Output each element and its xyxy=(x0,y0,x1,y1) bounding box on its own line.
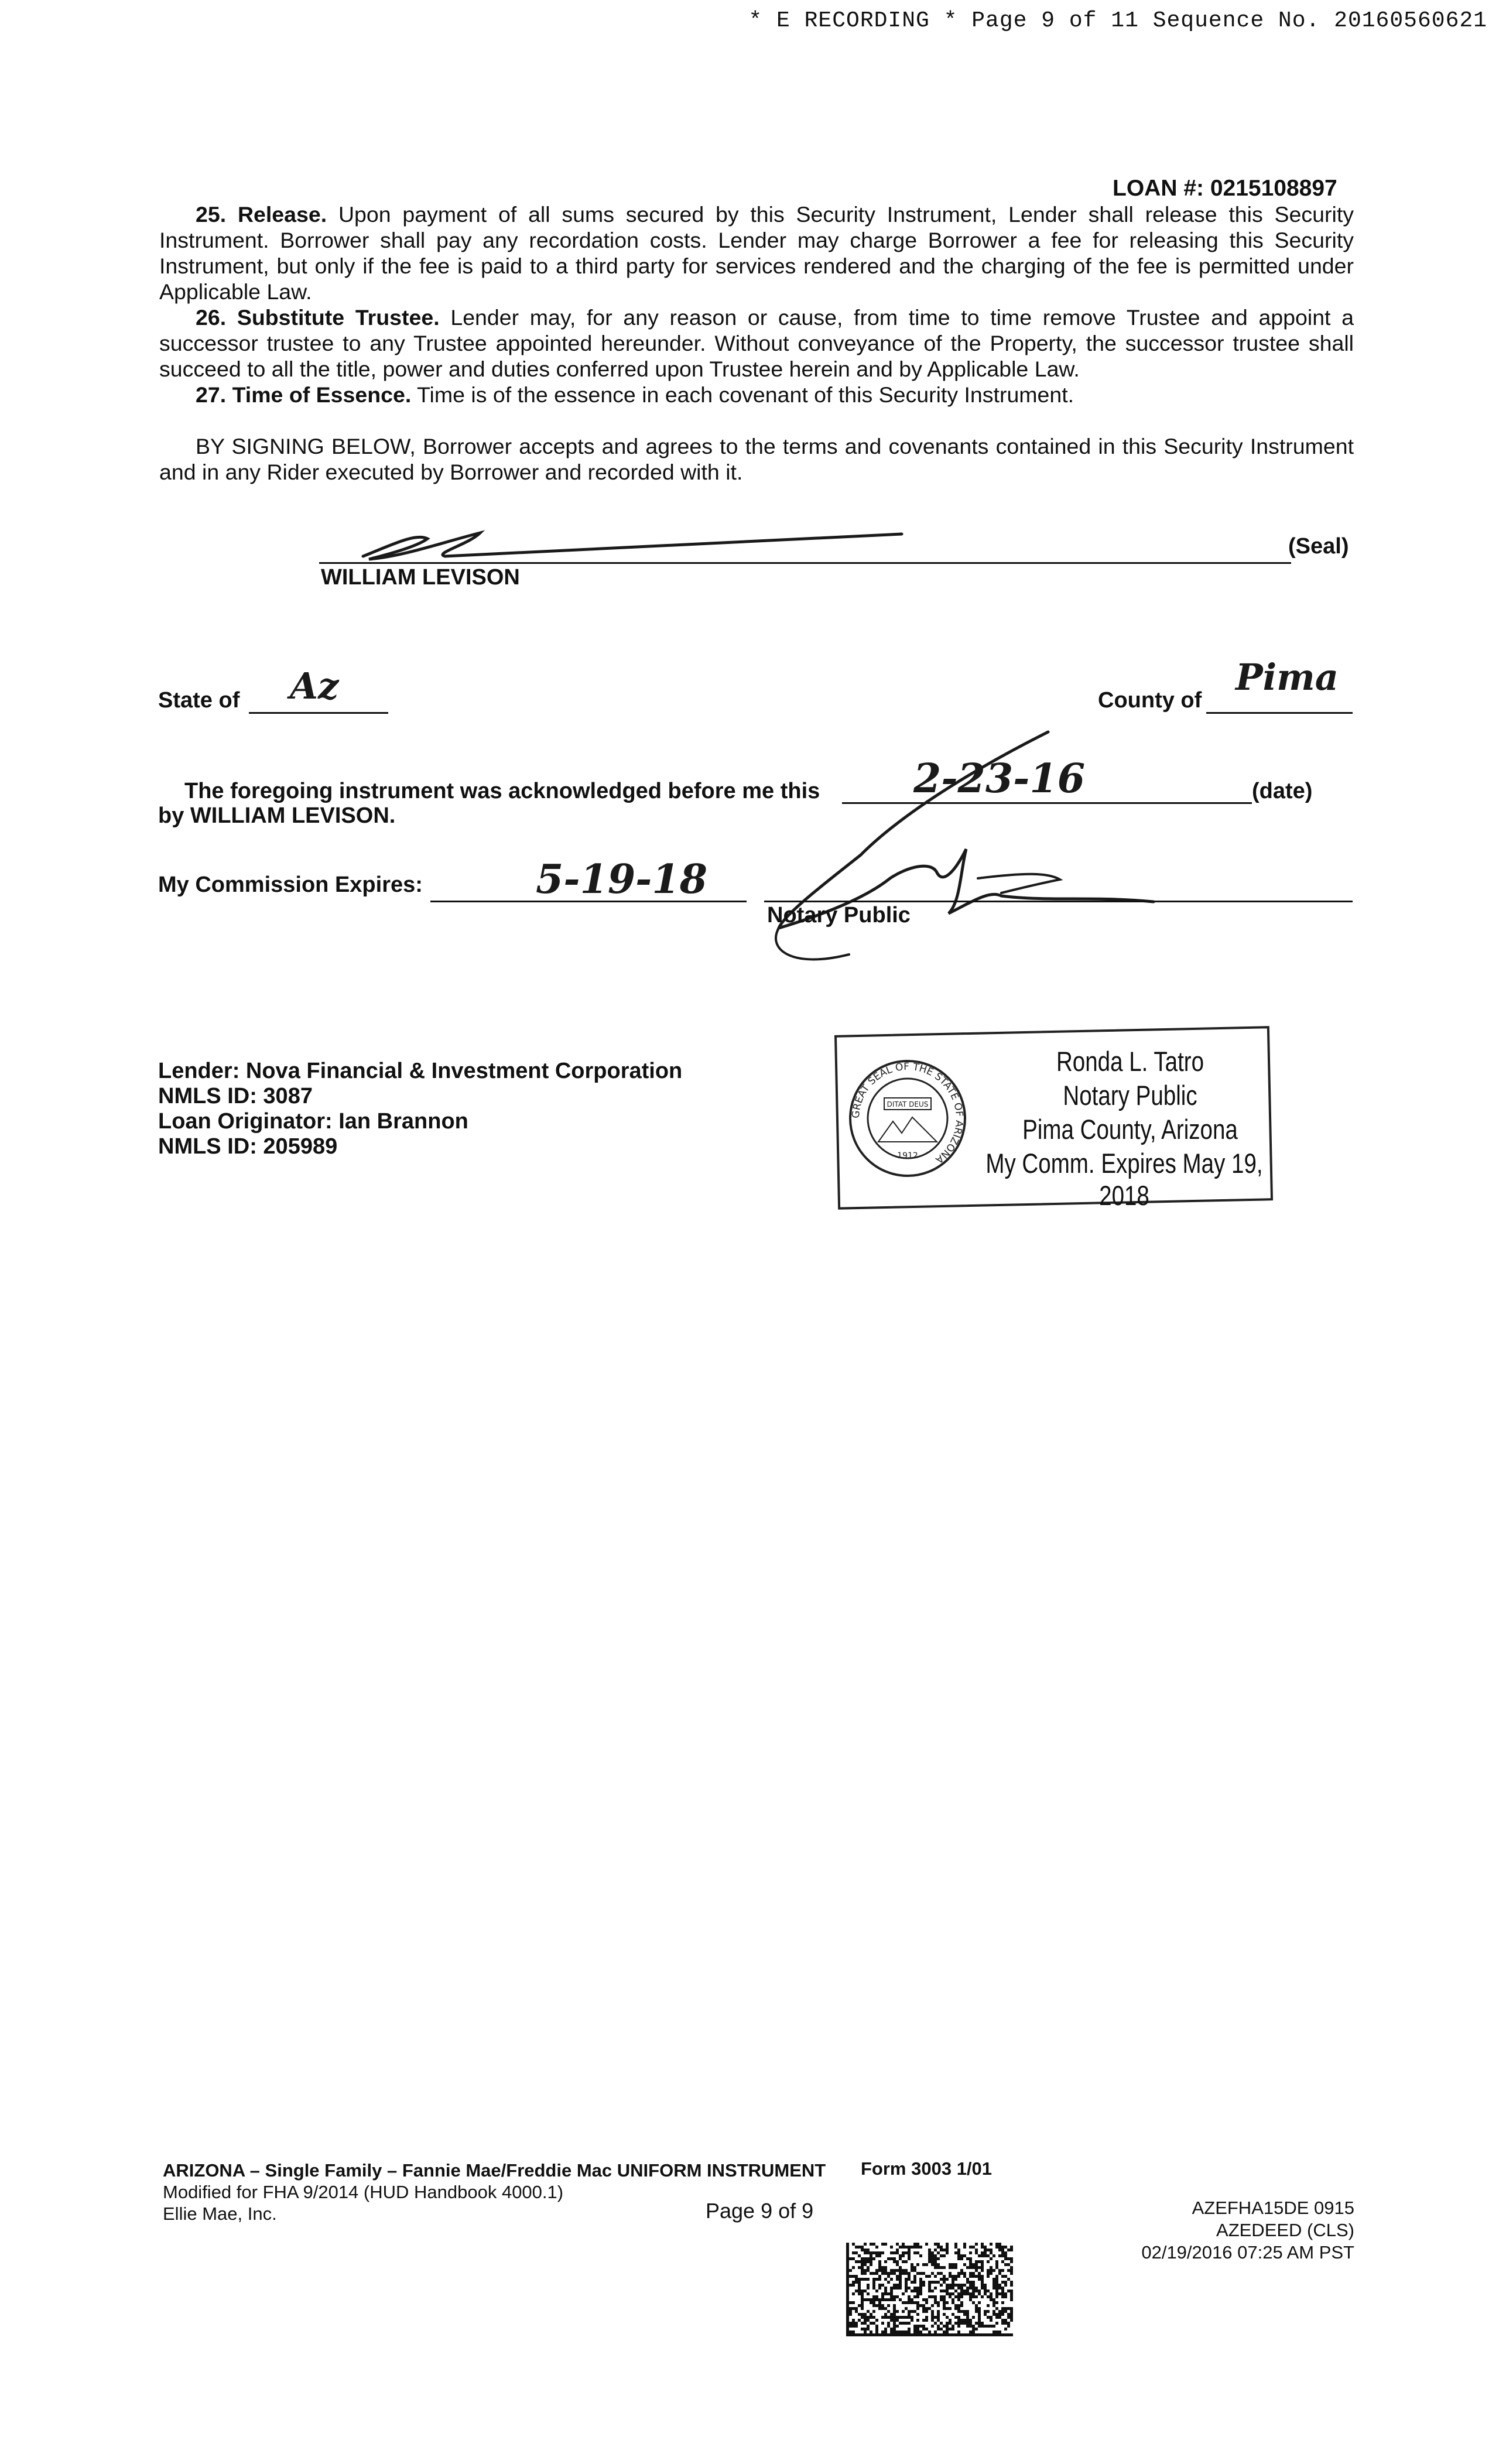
county-value: Pima xyxy=(1236,656,1339,699)
form-title-text: ARIZONA – Single Family – Fannie Mae/Freddie Mac UNIFORM INSTRUMENT xyxy=(163,2160,826,2181)
signature-line xyxy=(319,562,1291,564)
notary-stamp-title: Notary Public xyxy=(1063,1080,1197,1111)
form-number: Form 3003 1/01 xyxy=(861,2158,993,2179)
notary-label: Notary Public xyxy=(767,903,911,928)
covenant-number: 25. xyxy=(196,202,227,227)
form-title xyxy=(163,2160,826,2182)
recording-header: * E RECORDING * Page 9 of 11 Sequence No. 20160560621 xyxy=(748,8,1487,33)
acknowledged-by: by WILLIAM LEVISON. xyxy=(158,803,396,828)
lender-name: Lender: Nova Financial & Investment Corporation xyxy=(158,1059,683,1083)
covenant-number: 27. xyxy=(196,382,227,407)
commission-label: My Commission Expires: xyxy=(158,872,423,897)
covenant-26 xyxy=(159,304,1354,382)
covenant-title: Substitute Trustee. xyxy=(237,305,440,330)
notary-line xyxy=(764,901,1353,902)
covenant-number: 26. xyxy=(196,305,227,330)
seal-year: 1912 xyxy=(897,1151,918,1161)
covenant-25 xyxy=(159,201,1354,304)
covenant-text: Lender may, for any reason or cause, from time to time remove Trustee and appoint a successor trustee to any Trustee appointed hereunder. Without conveyance of the Property, the successor trustee shall succeed to all the title, power and duties conferred upon Trustee herein and by Applicable Law. xyxy=(159,305,1354,381)
notary-stamp-expires: My Comm. Expires May 19, 2018 xyxy=(985,1148,1263,1211)
form-code-1: AZEFHA15DE 0915 xyxy=(1192,2198,1354,2218)
seal-motto: DITAT DEUS xyxy=(887,1100,929,1108)
acknowledgment-text: The foregoing instrument was acknowledged before me this xyxy=(184,779,820,803)
borrower-name: WILLIAM LEVISON xyxy=(321,565,520,590)
county-label: County of xyxy=(1098,688,1202,713)
county-line xyxy=(1206,712,1353,714)
state-value: Az xyxy=(290,665,339,707)
page-number: Page 9 of 9 xyxy=(706,2199,814,2223)
state-seal xyxy=(843,1054,972,1183)
form-vendor: Ellie Mae, Inc. xyxy=(163,2203,277,2224)
originator-nmls: NMLS ID: 205989 xyxy=(158,1134,338,1159)
lender-nmls: NMLS ID: 3087 xyxy=(158,1084,313,1108)
notary-signature xyxy=(744,726,1165,972)
covenant-title: Time of Essence. xyxy=(232,382,412,407)
commission-value: 5-19-18 xyxy=(536,856,708,903)
covenant-title: Release. xyxy=(237,202,327,227)
form-code-2: AZEDEED (CLS) xyxy=(1216,2220,1354,2240)
covenant-text: Upon payment of all sums secured by this Security Instrument, Lender shall release this Security Instrument. Borrower shall pay any recordation costs. Lender may charge Borrower a fee for releasing this Security Instrument, but only if the fee is paid to a third party for services rendered and the charging of the fee is permitted under Applicable Law. xyxy=(159,202,1354,304)
covenant-27 xyxy=(159,382,1354,408)
seal-label: (Seal) xyxy=(1288,534,1349,559)
state-label: State of xyxy=(158,688,240,713)
form-timestamp: 02/19/2016 07:25 AM PST xyxy=(1141,2242,1354,2263)
barcode-icon xyxy=(846,2243,1013,2336)
signing-statement: BY SIGNING BELOW, Borrower accepts and agrees to the terms and covenants contained in this Security Instrument and in any Rider executed by Borrower and recorded with it. xyxy=(159,434,1354,484)
date-label: (date) xyxy=(1252,779,1313,803)
notary-stamp-county: Pima County, Arizona xyxy=(1022,1114,1238,1145)
notary-stamp-name: Ronda L. Tatro xyxy=(1056,1046,1204,1077)
loan-originator: Loan Originator: Ian Brannon xyxy=(158,1109,468,1134)
seal-ring-text: GREAT SEAL OF THE STATE OF ARIZONA xyxy=(850,1060,966,1166)
state-line xyxy=(249,712,388,714)
date-value: 2-23-16 xyxy=(913,755,1086,802)
covenant-text: Time is of the essence in each covenant of this Security Instrument. xyxy=(417,382,1074,407)
form-modified: Modified for FHA 9/2014 (HUD Handbook 4000.1) xyxy=(163,2182,564,2202)
loan-number: LOAN #: 0215108897 xyxy=(1113,176,1337,201)
